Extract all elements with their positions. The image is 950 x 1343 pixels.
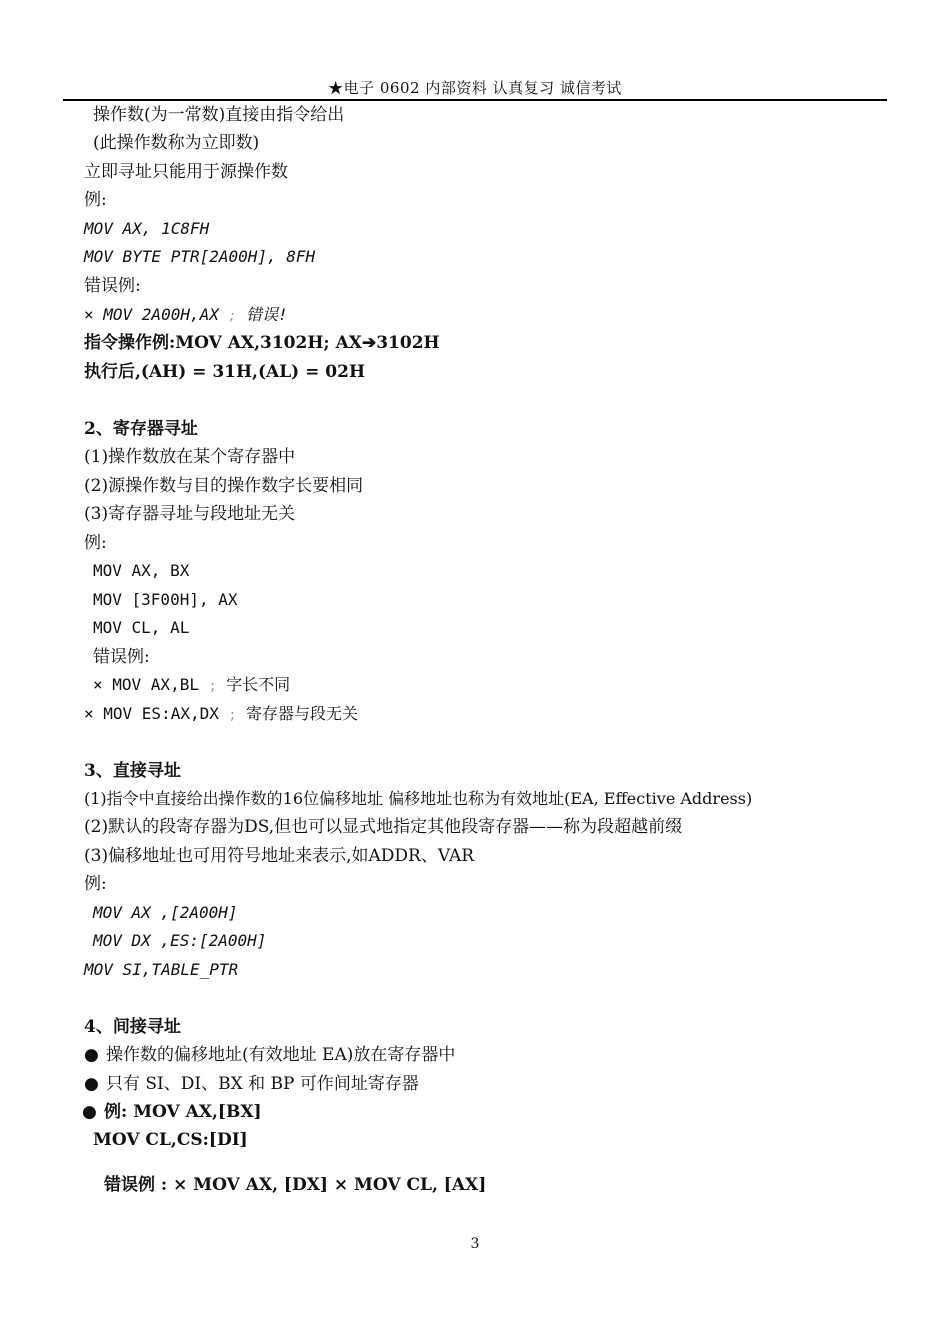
page-header: ★电子 0602 内部资料 认真复习 诚信考试	[328, 79, 622, 97]
text-line: 例:	[84, 190, 107, 210]
code-line: MOV DX ,ES:[2A00H]	[93, 931, 267, 950]
code-semicolon: ;	[228, 309, 237, 324]
text-line: 立即寻址只能用于源操作数	[84, 162, 288, 182]
code-text: × MOV AX,BL	[93, 675, 199, 694]
text-line: (2)源操作数与目的操作数字长要相同	[84, 476, 364, 496]
code-line	[93, 674, 290, 698]
text-line: 操作数(为一常数)直接由指令给出	[93, 105, 345, 125]
text-line: (3)寄存器寻址与段地址无关	[84, 504, 296, 524]
code-text: × MOV ES:AX,DX	[84, 704, 219, 723]
code-text: × MOV 2A00H,AX	[84, 305, 219, 324]
text-line: (1)指令中直接给出操作数的16位偏移地址 偏移地址也称为有效地址(EA, Effective Address)	[84, 789, 753, 808]
bullet-item	[82, 1101, 262, 1123]
code-line: MOV BYTE PTR[2A00H], 8FH	[84, 247, 316, 266]
code-line: MOV AX ,[2A00H]	[93, 903, 238, 922]
code-line: MOV AX, 1C8FH	[84, 219, 210, 238]
text-line: (此操作数称为立即数)	[93, 133, 260, 153]
code-line	[84, 304, 288, 328]
text-line: 错误例:	[84, 276, 141, 296]
code-line: MOV SI,TABLE_PTR	[84, 960, 239, 979]
bullet-text: 例: MOV AX,[BX]	[104, 1102, 262, 1122]
bullet-icon: ●	[84, 1074, 99, 1094]
page-number: 3	[470, 1236, 480, 1252]
section-heading: 3、直接寻址	[84, 761, 181, 781]
text-line: 例:	[84, 874, 107, 894]
bullet-item	[84, 1073, 419, 1095]
text-line: 例:	[84, 533, 107, 553]
bullet-icon: ●	[82, 1102, 97, 1122]
code-line: MOV [3F00H], AX	[93, 590, 238, 609]
section-heading: 4、间接寻址	[84, 1017, 181, 1037]
code-comment: 字长不同	[226, 675, 291, 694]
code-line: MOV CL,CS:[DI]	[93, 1130, 248, 1150]
code-line: MOV CL, AL	[93, 618, 190, 637]
text-line: (3)偏移地址也可用符号地址来表示,如ADDR、VAR	[84, 846, 475, 866]
code-line	[84, 703, 358, 727]
bullet-text: 只有 SI、DI、BX 和 BP 可作间址寄存器	[106, 1074, 419, 1094]
code-line: MOV AX, BX	[93, 561, 190, 580]
text-line: (1)操作数放在某个寄存器中	[84, 447, 296, 467]
section-heading: 2、寄存器寻址	[84, 419, 198, 439]
text-line: (2)默认的段寄存器为DS,但也可以显式地指定其他段寄存器——称为段超越前缀	[84, 817, 683, 837]
code-comment: 错误!	[245, 305, 288, 324]
code-semicolon: ;	[228, 708, 237, 723]
text-line: 错误例 : × MOV AX, [DX] × MOV CL, [AX]	[104, 1175, 487, 1195]
text-line: 执行后,(AH) = 31H,(AL) = 02H	[84, 362, 366, 382]
code-comment: 寄存器与段无关	[245, 704, 358, 723]
text-line: 指令操作例:MOV AX,3102H; AX➔3102H	[84, 333, 440, 353]
bullet-text: 操作数的偏移地址(有效地址 EA)放在寄存器中	[106, 1045, 456, 1065]
bullet-item	[84, 1044, 455, 1066]
bullet-icon: ●	[84, 1045, 99, 1065]
text-line: 错误例:	[93, 647, 150, 667]
header-rule	[63, 99, 887, 101]
code-semicolon: ;	[208, 679, 217, 694]
